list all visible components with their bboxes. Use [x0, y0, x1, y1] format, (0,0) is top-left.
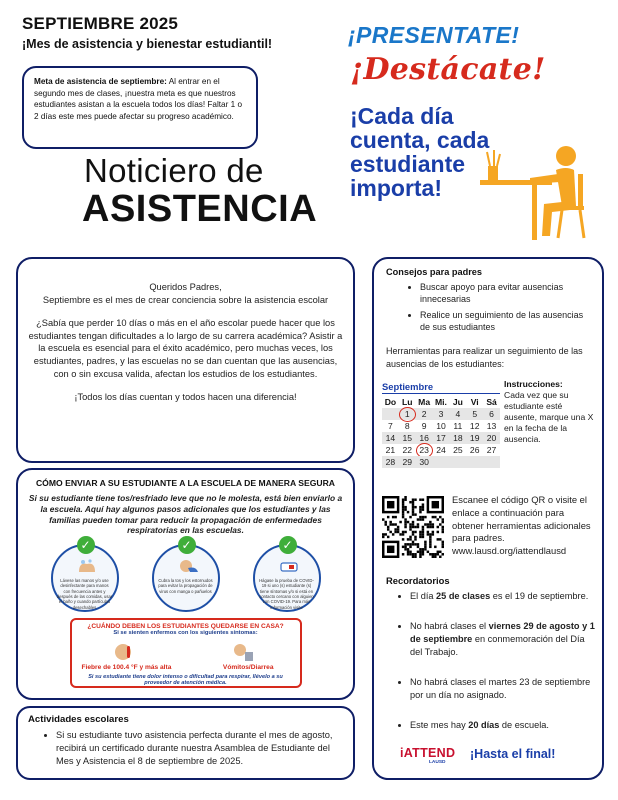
newsletter-label: Noticiero de	[84, 152, 264, 189]
vomiting-symptom: Vómitos/Diarrea	[222, 663, 274, 671]
checkmark-icon: ✓	[178, 536, 196, 554]
calendar-day	[466, 456, 483, 468]
calendar-day[interactable]: 10	[436, 421, 446, 431]
handwashing-icon	[75, 558, 99, 576]
goal-label: Meta de asistencia de septiembre:	[34, 77, 167, 86]
calendar-day	[449, 456, 466, 468]
reminders-title: Recordatorios	[386, 575, 450, 586]
calendar-day[interactable]: 2	[416, 408, 433, 420]
activities-title: Actividades escolares	[28, 714, 129, 725]
student-at-desk-illustration	[470, 140, 610, 240]
checkmark-icon: ✓	[77, 536, 95, 554]
newsletter-subtitle: ¡Mes de asistencia y bienestar estudiantil!	[22, 37, 273, 51]
calendar-day[interactable]: 7	[388, 421, 393, 431]
qr-code-icon[interactable]	[382, 496, 444, 558]
cover-cough-label: Cubra la tos y los estornudos para evitar la propagación de virus con manga o pañuelos	[158, 577, 213, 594]
handwashing-label: Lávese las manos y/o use desinfectante para manos con frecuencia antes y después de las comidas, usar el baño y cuando partículas desechables	[56, 577, 113, 610]
list-item: • No habrá clases el viernes 29 de agosto y 1 de septiembre en conmemoración del Día del Trabajo.	[410, 620, 596, 659]
calendar-day[interactable]: 9	[421, 421, 427, 431]
qr-instructions: Escanee el código QR o visite el enlace a continuación para obtener herramientas adicionales para padres. www.lausd.org/iattendlausd	[452, 494, 591, 557]
iattend-logo: iATTEND	[400, 746, 456, 760]
fever-symptom: Fiebre de 100.4 °F y más alta	[81, 663, 172, 671]
calendar-day[interactable]: 8	[404, 421, 410, 431]
reminders-list	[386, 590, 596, 749]
destacate-slogan: ¡Destácate!	[350, 52, 546, 87]
list-item: • Buscar apoyo para evitar ausencias innecesarias	[420, 281, 590, 305]
calendar-day[interactable]: 16	[416, 432, 433, 444]
every-day-counts-slogan: ¡Cada día cuenta, cada estudiante importa!	[350, 103, 490, 201]
calendar-day[interactable]: 24	[436, 445, 446, 455]
letter-intro: Septiembre es el mes de crear conciencia sobre la asistencia escolar	[42, 294, 329, 305]
stay-home-note: Si su estudiante tiene dolor intenso o dificultad para respirar, llévelo a su proveedor de atención médica.	[88, 673, 283, 687]
calendar-day[interactable]: 17	[433, 432, 450, 444]
calendar-day-header: Ma	[418, 397, 431, 407]
calendar-day	[382, 408, 399, 420]
calendar-day[interactable]: 30	[416, 456, 433, 468]
presentate-slogan: ¡PRESENTATE!	[348, 22, 520, 48]
covid-test-label: Hágase la prueba de COVID-19 si uno (s) estudiante (s) tiene síntomas y/o si está en contacto cercano con alguien con COVID-19. Para más información visite	[259, 577, 314, 610]
letter-body: ¿Sabía que perder 10 días o más en el año escolar puede hacer que los estudiantes tengan dificultades a lo largo de su carrera académica? Asistir a la escuela es esencial para el éxito académico, pero muchas veces, los estudiantes, padres, y las escuelas no se dan cuentan que las ausencias, con o sin excusa valida, afectan los estudios de los estudiantes.	[28, 318, 343, 379]
activities-list	[28, 729, 343, 767]
reminder-bold: 20 días	[468, 720, 500, 730]
calendar-day[interactable]: 29	[399, 456, 416, 468]
calendar-day[interactable]: 21	[385, 445, 396, 455]
calendar-day-header: Ju	[452, 397, 463, 407]
prevention-steps	[28, 537, 343, 612]
lausd-logo-text: LAUSD	[429, 760, 446, 765]
reminder-bold: viernes 29 de agosto y 1 de septiembre	[410, 621, 595, 644]
calendar-day[interactable]: 23	[416, 444, 433, 456]
september-calendar	[382, 381, 500, 468]
calendar-day-header: Lu	[402, 397, 413, 407]
fever-icon	[112, 642, 134, 662]
calendar-day[interactable]: 22	[402, 445, 413, 455]
calendar-day[interactable]: 20	[483, 432, 500, 444]
covid-test-step	[253, 537, 321, 612]
safe-school-title: CÓMO ENVIAR A SU ESTUDIANTE A LA ESCUELA DE MANERA SEGURA	[35, 478, 336, 488]
school-activities-box	[16, 706, 355, 780]
calendar-day-header: Mi.	[435, 397, 447, 407]
calendar-day[interactable]: 5	[466, 408, 483, 420]
calendar-day[interactable]: 1	[399, 408, 416, 420]
calendar-day[interactable]: 27	[486, 445, 497, 455]
calendar-day[interactable]: 12	[469, 421, 480, 431]
calendar-day[interactable]: 28	[382, 456, 399, 468]
list-item: • Este mes hay 20 días de escuela.	[410, 719, 596, 732]
calendar-day[interactable]: 6	[483, 408, 500, 420]
calendar-day[interactable]: 3	[433, 408, 450, 420]
calendar-month: Septiembre	[382, 381, 500, 394]
instructions-text: Cada vez que su estudiante esté ausente, marque una X en la fecha de la ausencia.	[504, 390, 594, 444]
list-item: • Si su estudiante tuvo asistencia perfecta durante el mes de agosto, recibirá un certificado durante nuestra Asamblea de Estudiante del Mes y Asistencia el 8 de septiembre de 2025.	[56, 729, 343, 767]
calendar-day-header: Sá	[486, 397, 497, 407]
safe-school-text: Si su estudiante tiene tos/resfriado leve que no le molesta, está bien enviarlo a la escuela. Aquí hay algunos pasos adicionales que los estudiantes y las familias pueden tomar para reducir la propagación de enfermedades respiratorias en las escuelas.	[28, 493, 343, 536]
vomiting-icon	[232, 642, 254, 662]
calendar-day[interactable]: 14	[382, 432, 399, 444]
stay-home-panel	[70, 618, 302, 688]
calendar-day	[483, 456, 500, 468]
list-item: • No habrá clases el martes 23 de septiembre por un día no asignado.	[410, 676, 596, 702]
calendar-day[interactable]: 19	[466, 432, 483, 444]
tips-list	[386, 281, 590, 333]
list-item: • Realice un seguimiento de las ausencias de sus estudiantes	[420, 309, 590, 333]
parent-letter-box	[16, 257, 355, 463]
stay-home-heading: ¿CUÁNDO DEBEN LOS ESTUDIANTES QUEDARSE EN CASA?	[87, 622, 284, 630]
tracking-tools-text: Herramientas para realizar un seguimiento de las ausencias de los estudiantes:	[386, 346, 583, 369]
newsletter-main-title: ASISTENCIA	[82, 188, 318, 230]
goal-text: Al entrar en el segundo mes de clases, ¡nuestra meta es que nuestros estudiantes asistan a la escuela todos los días! Faltar 1 o 2 días este mes puede afectar su progreso académico.	[34, 77, 242, 121]
hasta-el-final-slogan: ¡Hasta el final!	[470, 747, 556, 761]
attendance-goal-box	[22, 66, 258, 149]
calendar-day-header: Do	[384, 397, 397, 407]
reminder-bold: 25 de clases	[436, 591, 491, 601]
calendar-day	[433, 456, 450, 468]
tips-title: Consejos para padres	[386, 267, 482, 277]
checkmark-icon: ✓	[279, 536, 297, 554]
calendar-day[interactable]: 4	[449, 408, 466, 420]
letter-greeting: Queridos Padres,	[149, 282, 222, 292]
calendar-day[interactable]: 18	[449, 432, 466, 444]
cough-icon	[176, 558, 200, 576]
test-kit-icon	[277, 558, 301, 576]
calendar-day[interactable]: 15	[399, 432, 416, 444]
calendar-instructions	[504, 379, 596, 445]
calendar-day[interactable]: 13	[486, 421, 497, 431]
instructions-title: Instrucciones:	[504, 379, 563, 389]
cover-cough-step	[152, 537, 220, 612]
letter-closing: ¡Todos los días cuentan y todos hacen una diferencia!	[74, 392, 297, 403]
handwashing-step	[51, 537, 119, 612]
calendar-day-header: Vi	[470, 397, 479, 407]
stay-home-subheading: Si se sienten enfermos con los siguientes síntomas:	[113, 629, 258, 636]
parent-tips-box	[372, 257, 604, 780]
safe-school-box	[16, 468, 355, 700]
newsletter-month-title: SEPTIEMBRE 2025	[22, 14, 179, 33]
calendar-grid	[382, 396, 500, 468]
list-item: • El día 25 de clases es el 19 de septiembre.	[410, 590, 596, 603]
calendar-day[interactable]: 25	[453, 445, 463, 455]
calendar-day[interactable]: 26	[469, 445, 480, 455]
calendar-day[interactable]: 11	[453, 421, 463, 431]
